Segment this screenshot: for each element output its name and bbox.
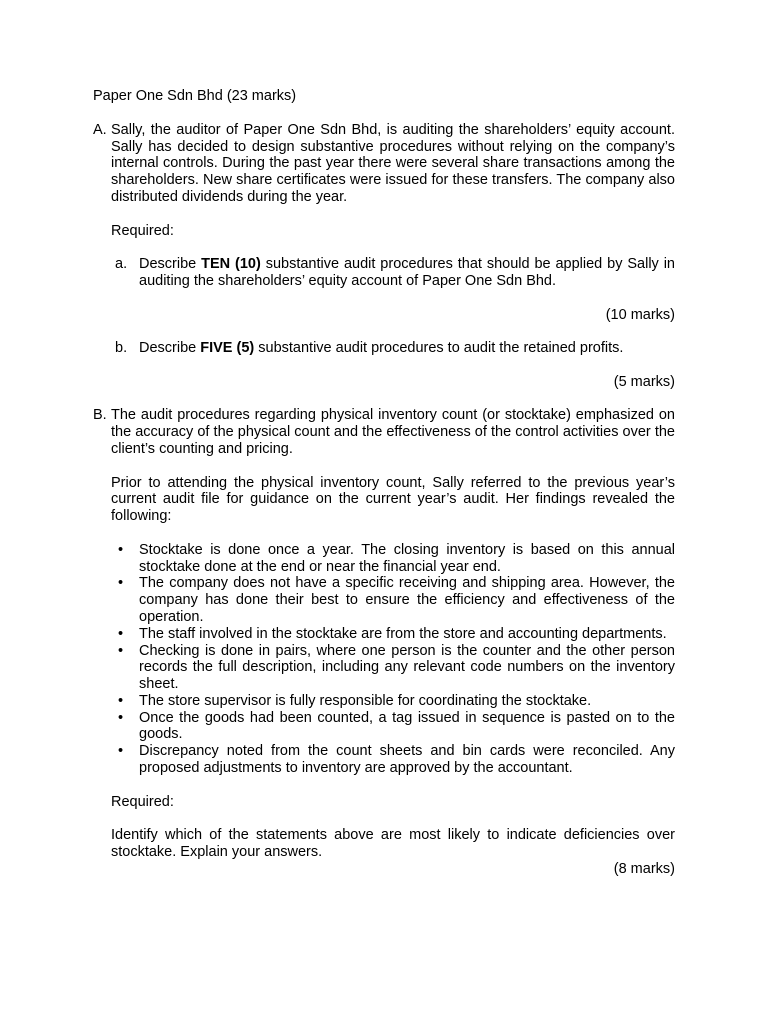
part-b-text-pre: Describe bbox=[139, 340, 201, 357]
list-item-text: The store supervisor is fully responsible for coordinating the stocktake. bbox=[139, 692, 592, 709]
part-b-text bbox=[139, 340, 675, 357]
list-item bbox=[111, 575, 675, 625]
part-b-marks: (5 marks) bbox=[613, 373, 675, 390]
list-item bbox=[111, 643, 675, 693]
question-a-part-b bbox=[111, 340, 675, 357]
document-page bbox=[93, 88, 675, 878]
list-item bbox=[111, 710, 675, 744]
bullet-icon: • bbox=[118, 692, 124, 709]
list-item-text: Stocktake is done once a year. The closing inventory is based on this annual stocktake done at the end or near the financial year end. bbox=[139, 541, 675, 575]
bullet-icon: • bbox=[118, 743, 124, 760]
document-title: Paper One Sdn Bhd (23 marks) bbox=[93, 88, 297, 104]
list-item-text: Discrepancy noted from the count sheets and bin cards were reconciled. Any proposed adjustments to inventory are approved by the accountant. bbox=[139, 743, 675, 777]
part-b-text-post: substantive audit procedures to audit the retained profits. bbox=[254, 340, 624, 357]
section-b-letter: B. bbox=[93, 407, 107, 424]
section-b-marks: (8 marks) bbox=[613, 860, 675, 877]
list-item bbox=[111, 626, 675, 643]
part-b-text-bold: FIVE (5) bbox=[200, 340, 255, 357]
part-b-letter: b. bbox=[115, 340, 128, 357]
part-a-text-post: substantive audit procedures that should be applied by Sally in auditing the shareholders’ equity account of Paper One Sdn Bhd. bbox=[139, 256, 675, 289]
question-a-part-a bbox=[111, 256, 675, 290]
list-item bbox=[111, 693, 675, 710]
bullet-icon: • bbox=[118, 709, 124, 726]
list-item-text: The staff involved in the stocktake are from the store and accounting departments. bbox=[139, 625, 667, 642]
section-b bbox=[93, 407, 675, 877]
list-item-text: Checking is done in pairs, where one person is the counter and the other person records the full description, including any relevant code numbers on the inventory sheet. bbox=[139, 642, 675, 693]
section-a-required-label: Required: bbox=[111, 222, 174, 239]
part-a-text-pre: Describe bbox=[139, 256, 202, 273]
part-a-marks: (10 marks) bbox=[605, 306, 675, 323]
bullet-icon: • bbox=[118, 642, 124, 659]
section-b-required-label: Required: bbox=[111, 793, 174, 810]
part-a-letter: a. bbox=[115, 256, 128, 273]
section-a-letter: A. bbox=[93, 121, 107, 138]
section-b-paragraph-2: Prior to attending the physical inventory count, Sally referred to the previous year’s current audit file for guidance on the current year’s audit. Her findings revealed the following: bbox=[111, 474, 675, 525]
section-a bbox=[93, 122, 675, 408]
list-item bbox=[111, 542, 675, 576]
list-item-text: The company does not have a specific receiving and shipping area. However, the company has done their best to ensure the efficiency and effectiveness of the operation. bbox=[139, 575, 675, 625]
part-a-text-bold: TEN (10) bbox=[201, 256, 261, 273]
bullet-icon: • bbox=[118, 625, 124, 642]
section-b-paragraph-1: The audit procedures regarding physical inventory count (or stocktake) emphasized on the accuracy of the physical count and the effectiveness of the control activities over the client’s counting and pricing. bbox=[111, 407, 675, 457]
list-item bbox=[111, 743, 675, 777]
part-a-text bbox=[139, 256, 675, 290]
list-item-text: Once the goods had been counted, a tag issued in sequence is pasted on to the goods. bbox=[139, 709, 675, 743]
section-a-paragraph: Sally, the auditor of Paper One Sdn Bhd, is auditing the shareholders’ equity account. Sally has decided to design substantive procedures without relying on the company’s internal controls. During the past year there were several share transactions among the shareholders. New share certificates were issued for these transfers. The company also distributed dividends during the year. bbox=[111, 121, 675, 205]
bullet-icon: • bbox=[118, 575, 124, 592]
section-b-question: Identify which of the statements above are most likely to indicate deficiencies over stocktake. Explain your answers. bbox=[111, 827, 675, 861]
findings-list bbox=[111, 542, 675, 777]
bullet-icon: • bbox=[118, 541, 124, 558]
